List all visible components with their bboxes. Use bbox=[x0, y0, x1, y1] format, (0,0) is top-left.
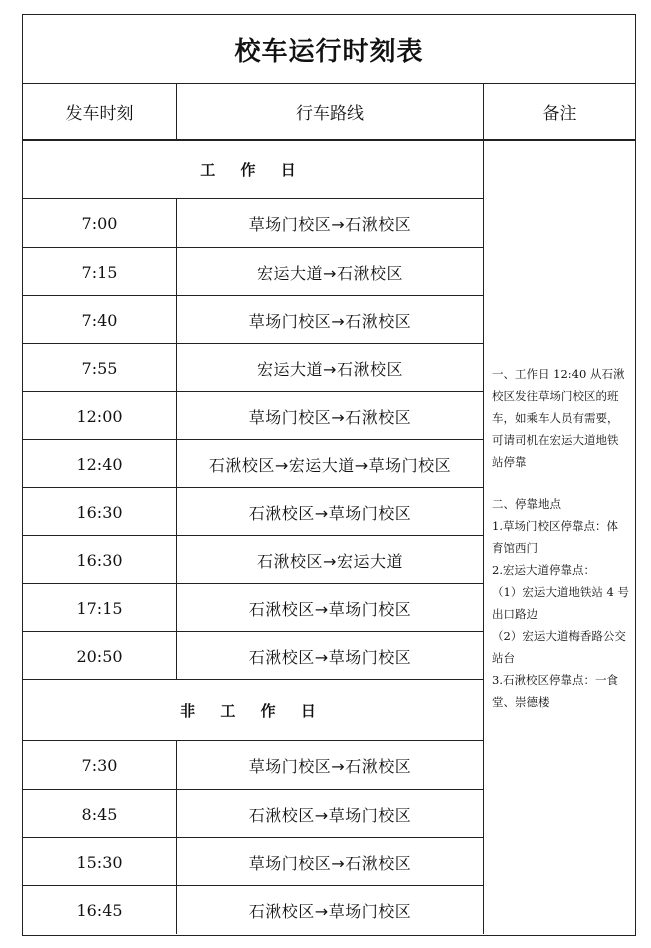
departure-time: 8:45 bbox=[23, 790, 177, 838]
departure-time: 7:55 bbox=[23, 344, 177, 392]
header-route: 行车路线 bbox=[177, 83, 484, 141]
route: 草场门校区→石湫校区 bbox=[177, 296, 484, 344]
departure-time: 7:30 bbox=[23, 741, 177, 789]
route: 草场门校区→石湫校区 bbox=[177, 838, 484, 886]
table-row bbox=[23, 837, 484, 886]
remarks-item-1: 一、工作日 12:40 从石湫校区发往草场门校区的班车，如乘车人员有需要，可请司机在宏运大道地铁站停靠 bbox=[492, 367, 625, 469]
table-row bbox=[23, 583, 484, 632]
route: 石湫校区→草场门校区 bbox=[177, 488, 484, 536]
table-row bbox=[23, 535, 484, 584]
table-row bbox=[23, 789, 484, 838]
table-row bbox=[23, 247, 484, 296]
header-remarks: 备注 bbox=[484, 83, 635, 141]
route: 石湫校区→草场门校区 bbox=[177, 584, 484, 632]
departure-time: 17:15 bbox=[23, 584, 177, 632]
remarks-stops-title: 二、停靠地点 bbox=[492, 497, 561, 511]
route: 宏运大道→石湫校区 bbox=[177, 344, 484, 392]
table-row bbox=[23, 741, 484, 789]
remarks bbox=[484, 141, 635, 935]
table-row bbox=[23, 885, 484, 934]
route: 石湫校区→草场门校区 bbox=[177, 886, 484, 934]
departure-time: 12:40 bbox=[23, 440, 177, 488]
departure-time: 15:30 bbox=[23, 838, 177, 886]
remarks-stop-3: 3.石湫校区停靠点：一食堂、崇德楼 bbox=[492, 673, 618, 709]
departure-time: 16:30 bbox=[23, 488, 177, 536]
route: 石湫校区→草场门校区 bbox=[177, 790, 484, 838]
departure-time: 12:00 bbox=[23, 392, 177, 440]
timetable bbox=[22, 14, 636, 936]
route: 石湫校区→宏运大道→草场门校区 bbox=[177, 440, 484, 488]
route: 石湫校区→草场门校区 bbox=[177, 632, 484, 680]
table-row bbox=[23, 391, 484, 440]
section-non-workday: 非 工 作 日 bbox=[23, 679, 484, 741]
table-row bbox=[23, 343, 484, 392]
page-title: 校车运行时刻表 bbox=[23, 15, 635, 84]
remarks-stop-2b: （2）宏运大道梅香路公交站台 bbox=[492, 629, 626, 665]
departure-time: 7:40 bbox=[23, 296, 177, 344]
route: 草场门校区→石湫校区 bbox=[177, 199, 484, 247]
route: 草场门校区→石湫校区 bbox=[177, 392, 484, 440]
departure-time: 7:00 bbox=[23, 199, 177, 247]
section-workday: 工 作 日 bbox=[23, 141, 484, 199]
departure-time: 16:45 bbox=[23, 886, 177, 934]
header-departure-time: 发车时刻 bbox=[23, 83, 177, 141]
departure-time: 20:50 bbox=[23, 632, 177, 680]
table-row bbox=[23, 199, 484, 247]
table-row bbox=[23, 487, 484, 536]
route: 草场门校区→石湫校区 bbox=[177, 741, 484, 789]
remarks-stop-2: 2.宏运大道停靠点： bbox=[492, 563, 595, 577]
timetable-body bbox=[23, 141, 635, 935]
remarks-stop-2a: （1）宏运大道地铁站 4 号出口路边 bbox=[492, 585, 629, 621]
table-row bbox=[23, 631, 484, 680]
departure-time: 7:15 bbox=[23, 248, 177, 296]
table-row bbox=[23, 439, 484, 488]
departure-time: 16:30 bbox=[23, 536, 177, 584]
table-row bbox=[23, 295, 484, 344]
route: 宏运大道→石湫校区 bbox=[177, 248, 484, 296]
remarks-stop-1: 1.草场门校区停靠点：体育馆西门 bbox=[492, 519, 618, 555]
route: 石湫校区→宏运大道 bbox=[177, 536, 484, 584]
